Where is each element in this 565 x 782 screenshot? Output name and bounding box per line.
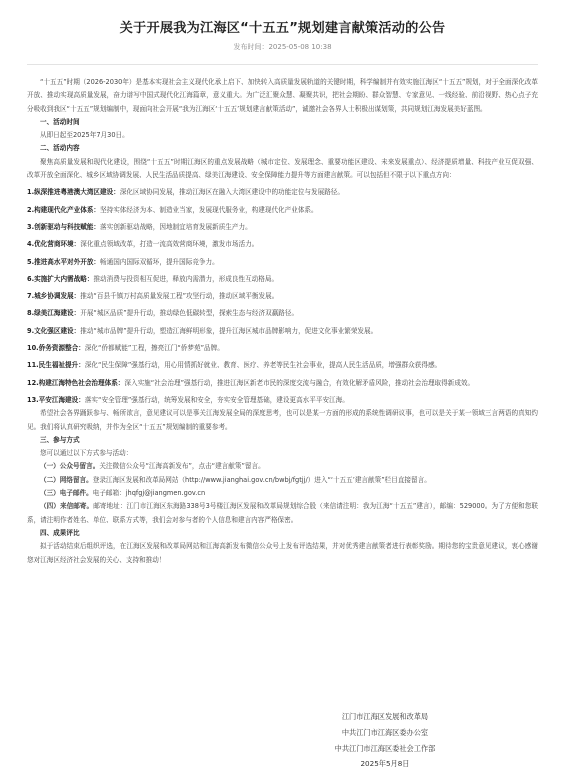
list-item [27,273,538,286]
list-item [27,238,538,251]
item-text: 推动消费与投资相互促进，释放内需潜力，形成良性互动格局。 [93,274,279,283]
method-item [27,474,538,487]
list-item [27,290,538,303]
page-title: 关于开展我为江海区“十五五”规划建言献策活动的公告 [119,21,446,36]
signature-date: 2025年5月8日 [360,759,410,769]
section-text-methods: 您可以通过以下方式参与活动： [40,449,133,458]
item-text: 坚持实体经济为本、制造业当家，发展现代服务业，构建现代化产业体系。 [100,205,318,214]
section-text-evaluation: 拟于活动结束后组织评选，在江海区发展和改革局网站和江海高新发布微信公众号上发布评选结果，并对优秀建言献策者进行表彰奖励。期待您的宝贵意见建议，衷心感谢您对江海区经济社会发展的关心、支持和推动！ [27,542,538,564]
list-item [27,204,538,217]
item-heading: 7.城乡协调发展： [27,292,81,301]
method-text: 关注微信公众号“江海高新发布”，点击“建言献策”留言。 [99,462,265,471]
publish-time: 发布时间：2025-05-08 10:38 [233,43,332,51]
method-heading: （四）来信邮寄。 [40,502,94,511]
item-heading: 6.实施扩大内需战略： [27,274,94,283]
item-heading: 8.绿美江海建设： [27,309,81,318]
method-heading: （一）公众号留言。 [40,462,100,471]
method-text: 电子邮箱：jhqfgj@jiangmen.gov.cn [92,489,206,498]
item-heading: 3.创新驱动与科技赋能： [27,222,101,231]
item-text: 落实创新驱动战略，因地制宜培育发展新质生产力。 [100,222,252,231]
item-text: 落实“安全管理”强基行动，统筹发展和安全，夯实安全管理基础，建设更高水平平安江海。 [84,395,349,404]
section-text-time: 从即日起至2025年7月30日。 [40,131,129,140]
method-heading: （二）网络留言。 [40,475,93,484]
item-heading: 2.构建现代化产业体系： [27,205,101,214]
title-divider [27,64,538,65]
item-text: 推动“城市品牌”提升行动，塑造江海鲜明形象，提升江海区城市品牌影响力，促进文化事业繁荣发展。 [80,326,378,335]
list-item [27,342,538,355]
item-heading: 4.优化营商环境： [27,240,81,249]
signature-line: 中共江门市江海区委社会工作部 [334,743,436,753]
method-text: 登录江海区发展和改革局网站（http://www.jianghai.gov.cn/bwbj/fgtjj/）进入“‘十五五’建言献策”栏目直接留言。 [92,475,431,484]
method-item [27,500,538,527]
list-item [27,359,538,372]
list-item [27,221,538,234]
signature-line: 中共江门市江海区委办公室 [341,727,429,737]
section-title-evaluation: 四、成果评比 [40,528,80,537]
item-heading: 5.推进高水平对外开放： [27,257,101,266]
list-item [27,307,538,320]
item-heading: 12.构建江海特色社会治理体系： [27,378,125,387]
section-title-content: 二、活动内容 [40,144,80,153]
list-item [27,377,538,390]
item-heading: 11.民生福祉提升： [27,361,85,370]
method-text: 邮寄地址：江门市江海区东海路338号3号楼江海区发展和改革局规划综合股（来信请注明：我为江海“十五五”建言），邮编：529000。为了方便和您联系，请注明作者姓名、单位、联系方式等，我们会对参与者的个人信息和建言内容严格保密。 [27,502,539,524]
item-text: 深化重点领域改革，打造一流高效营商环境，激发市场活力。 [80,240,259,249]
item-text: 深化“民生保障”强基行动，用心用情抓好就业、教育、医疗、养老等民生社会事业，提高人民生活品质，增强群众获得感。 [84,361,442,370]
item-text: 深化区域协同发展，推动江海区在融入大湾区建设中的功能定位与发展路径。 [119,188,344,197]
item-text: 推动“百县千镇万村高质量发展工程”攻坚行动，推动区域平衡发展。 [80,292,279,301]
section-title-methods: 三、参与方式 [40,435,80,444]
item-heading: 1.纵深推进粤港澳大湾区建设： [27,188,120,197]
section-text-content: 聚焦高质量发展和现代化建设，围绕“十五五”时期江海区的重点发展战略（城市定位、发展理念、重要功能区建设、未来发展重点）、经济提质增量、科技产业互促双强、改革开放全面深化、城乡区域协调发展、人民生活品质提高、绿美江海建设、安全保障能力提升等方面建言献策。可以包括但不限于以下重点方向： [27,157,538,180]
article-body [27,76,538,567]
list-item [27,186,538,199]
list-item [27,256,538,269]
method-item [27,487,538,500]
method-item [27,460,538,473]
intro-paragraph: “十五五”时期（2026-2030年）是基本实现社会主义现代化承上启下、加快转入高质量发展轨道的关键时期，科学编制并有效实施江海区“十五五”规划，对于全面深化改革开放、推动实现高质量发展，奋力谱写中国式现代化江海篇章，意义重大。为广泛汇聚众慧、凝聚共识，把社会期盼、群众智慧、专家意见、一线经验、前沿视野、热心点子充分吸收到我区“十五五”规划编制中，现面向社会开展“我为江海区‘十五五’规划建言献策活动”，诚邀社会各界人士积极出谋划策，共同规划江海发展美好蓝图。 [27,78,538,113]
extra-paragraph: 希望社会各界踊跃参与、畅所欲言，意见建议可以是事关江海发展全局的深度思考，也可以是某一方面的形成的系统性调研议事，也可以是关于某一领域三言两语的真知灼见。我们将认真研究吸纳，并作为全区“十五五”规划编制的重要参考。 [27,409,538,431]
item-heading: 13.平安江海建设： [27,395,85,404]
item-text: 畅通国内国际双循环，提升国际竞争力。 [100,257,219,266]
method-heading: （三）电子邮件。 [40,489,93,498]
section-title-time: 一、活动时间 [40,117,80,126]
list-item [27,325,538,338]
item-heading: 9.文化强区建设： [27,326,81,335]
item-text: 深化“侨都赋能”工程，擦亮江门“侨梦苑”品牌。 [84,344,224,353]
list-item [27,394,538,407]
item-heading: 10.侨务资源整合： [27,344,85,353]
item-text: 深入实施“社会治理”强基行动，推进江海区新老市民的深度交流与融合，有效化解矛盾风险，推动社会治理取得新成效。 [124,378,475,387]
signature-line: 江门市江海区发展和改革局 [341,712,429,721]
signature-block [300,709,470,772]
item-text: 开展“城区品质”提升行动，推动绿色低碳转型，探索生态与经济双赢路径。 [80,309,299,318]
